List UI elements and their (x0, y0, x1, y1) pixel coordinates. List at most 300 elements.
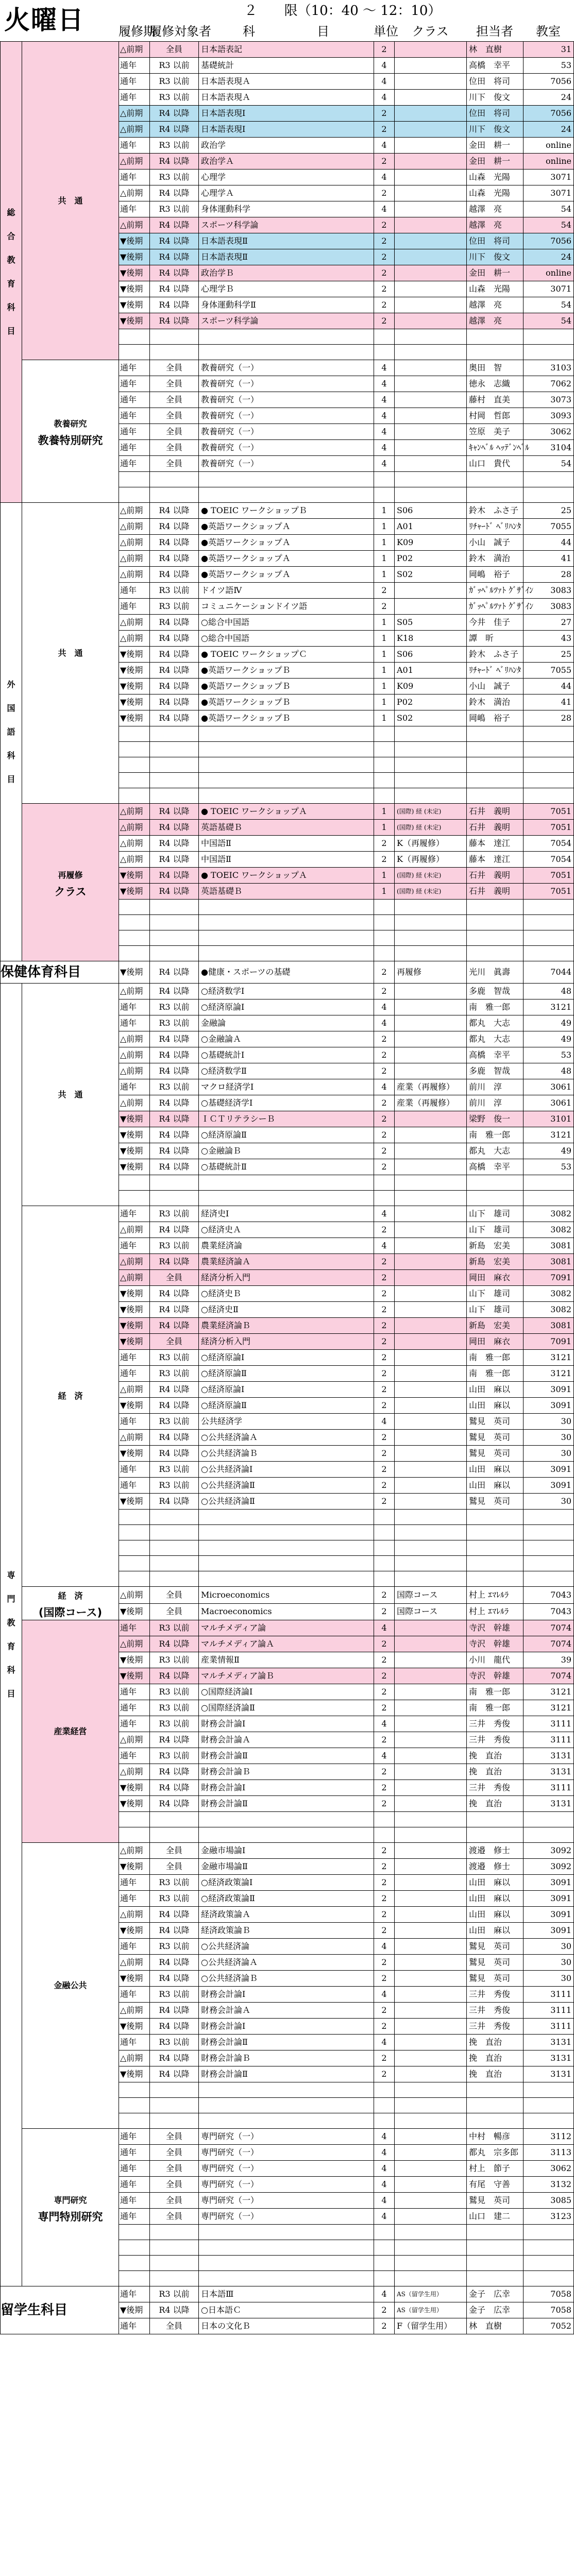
cell-room: 54 (524, 217, 574, 233)
cell-credits: 2 (374, 1971, 395, 1987)
cell-credits: 2 (374, 217, 395, 233)
cell-class (395, 90, 467, 106)
cell-class (395, 2271, 467, 2286)
cell-class (395, 1462, 467, 1478)
col-term: 履修期 (119, 24, 156, 39)
cell-subject: 産業情報Ⅱ (199, 1652, 374, 1668)
cell-target: R4 以降 (150, 1222, 199, 1238)
cell-target: R4 以降 (150, 297, 199, 313)
cell-room: 3131 (524, 2050, 574, 2066)
cell-term: △前期 (119, 1254, 150, 1270)
cell-room: 7043 (524, 1587, 574, 1604)
cell-credits: 1 (374, 804, 395, 820)
cell-class (395, 2209, 467, 2225)
cell-room: 30 (524, 1955, 574, 1971)
cell-target: R3 以前 (150, 1079, 199, 1095)
cell-room: 48 (524, 1063, 574, 1079)
cell-term: 通年 (119, 2035, 150, 2050)
cell-room (524, 1191, 574, 1206)
cell-teacher: 山森 光陽 (467, 281, 524, 297)
cell-class: 再履修 (395, 961, 467, 984)
cell-class (395, 1780, 467, 1796)
cell-teacher (467, 1540, 524, 1556)
cell-class (395, 1382, 467, 1398)
subsection-title: 経 済 (58, 1591, 83, 1601)
cell-credits: 2 (374, 1587, 395, 1604)
cell-credits: 2 (374, 1907, 395, 1923)
cell-target: R4 以降 (150, 185, 199, 201)
cell-room (524, 345, 574, 360)
cell-target: R4 以降 (150, 519, 199, 535)
cell-credits: 2 (374, 1668, 395, 1684)
cell-subject: 経済政策論Ａ (199, 1907, 374, 1923)
col-target: 履修対象者 (149, 24, 211, 39)
cell-credits: 2 (374, 1063, 395, 1079)
cell-subject: ●英語ワークショップＢ (199, 694, 374, 710)
section-label: 留学生科目 (1, 2286, 119, 2334)
cell-room: 30 (524, 1494, 574, 1510)
cell-term: 通年 (119, 1875, 150, 1891)
cell-teacher: 位田 将司 (467, 106, 524, 122)
cell-target: 全員 (150, 2145, 199, 2161)
cell-credits: 4 (374, 408, 395, 424)
cell-room: online (524, 138, 574, 154)
cell-room: 49 (524, 1031, 574, 1047)
cell-subject: ○公共経済論Ｂ (199, 1971, 374, 1987)
cell-room: online (524, 154, 574, 170)
cell-class (395, 1668, 467, 1684)
cell-term: △前期 (119, 984, 150, 999)
cell-subject: ●英語ワークショップＡ (199, 535, 374, 551)
cell-target: R4 以降 (150, 535, 199, 551)
cell-term: △前期 (119, 122, 150, 138)
col-subject: 科 目 (243, 24, 329, 39)
cell-subject: 専門研究（一） (199, 2145, 374, 2161)
cell-term: ▼後期 (119, 1971, 150, 1987)
cell-credits: 4 (374, 1620, 395, 1636)
cell-teacher: 林 直樹 (467, 42, 524, 58)
cell-credits: 2 (374, 281, 395, 297)
cell-teacher: 三井 秀俊 (467, 2003, 524, 2019)
cell-target: 全員 (150, 2193, 199, 2209)
cell-target (150, 788, 199, 804)
cell-credits: 2 (374, 1732, 395, 1748)
cell-term: 通年 (119, 1015, 150, 1031)
subsection-label (22, 1620, 119, 1843)
cell-class (395, 599, 467, 615)
cell-credits: 2 (374, 1462, 395, 1478)
cell-term (119, 2098, 150, 2113)
cell-teacher (467, 742, 524, 757)
table-row (1, 2286, 574, 2302)
timetable-body (0, 41, 573, 2334)
cell-class (395, 2019, 467, 2035)
cell-subject: 金融市場論Ⅱ (199, 1859, 374, 1875)
cell-subject: ○公共経済論Ａ (199, 1955, 374, 1971)
cell-term (119, 900, 150, 915)
subsection-title: 教養研究 (54, 419, 87, 429)
cell-class (395, 930, 467, 946)
cell-subject: 経済史Ⅰ (199, 1206, 374, 1222)
cell-room: 24 (524, 90, 574, 106)
cell-room: 30 (524, 1446, 574, 1462)
cell-teacher: 寺沢 幹雄 (467, 1668, 524, 1684)
cell-subject: 財務会計論Ａ (199, 1732, 374, 1748)
cell-room: 3132 (524, 2177, 574, 2193)
cell-credits: 2 (374, 583, 395, 599)
cell-target: R4 以降 (150, 631, 199, 647)
subsection-title: 産業経営 (54, 1726, 87, 1736)
cell-class: S05 (395, 615, 467, 631)
cell-target: R4 以降 (150, 1955, 199, 1971)
cell-teacher: 岡嶋 裕子 (467, 710, 524, 726)
subsection-label (22, 1843, 119, 2129)
cell-credits: 2 (374, 233, 395, 249)
cell-room: 3083 (524, 599, 574, 615)
section-label: 専 門 教 育 科 目 (1, 984, 22, 2286)
cell-teacher (467, 946, 524, 961)
cell-class: K18 (395, 631, 467, 647)
cell-subject (199, 1510, 374, 1525)
cell-credits (374, 1510, 395, 1525)
cell-room (524, 2225, 574, 2240)
table-row (1, 1620, 574, 1636)
timetable-grid (0, 41, 574, 2334)
cell-term: ▼後期 (119, 884, 150, 900)
cell-subject: 教養研究（一） (199, 424, 374, 440)
cell-credits: 4 (374, 1015, 395, 1031)
cell-subject: ○経済史Ⅱ (199, 1302, 374, 1318)
cell-room (524, 1175, 574, 1191)
cell-target (150, 1175, 199, 1191)
cell-target (150, 1540, 199, 1556)
cell-target: R4 以降 (150, 503, 199, 519)
cell-subject (199, 487, 374, 503)
cell-term: △前期 (119, 1955, 150, 1971)
cell-class (395, 456, 467, 472)
cell-credits: 4 (374, 90, 395, 106)
cell-term: ▼後期 (119, 1780, 150, 1796)
cell-term: 通年 (119, 201, 150, 217)
cell-credits: 2 (374, 1603, 395, 1620)
cell-term (119, 773, 150, 788)
cell-teacher: 山田 麻以 (467, 1398, 524, 1414)
cell-term (119, 1556, 150, 1571)
cell-room: 28 (524, 710, 574, 726)
cell-target: 全員 (150, 440, 199, 456)
cell-term: 通年 (119, 2318, 150, 2334)
cell-subject: ●英語ワークショップＡ (199, 551, 374, 567)
cell-term: 通年 (119, 408, 150, 424)
cell-class (395, 1334, 467, 1350)
cell-subject (199, 915, 374, 930)
cell-credits: 2 (374, 1446, 395, 1462)
cell-subject: 教養研究（一） (199, 376, 374, 392)
cell-class (395, 185, 467, 201)
cell-class (395, 1111, 467, 1127)
cell-subject: 経済分析入門 (199, 1270, 374, 1286)
cell-credits: 4 (374, 2177, 395, 2193)
cell-subject: マルチメディア論 (199, 1620, 374, 1636)
cell-teacher: 奥田 智 (467, 360, 524, 376)
cell-target: 全員 (150, 360, 199, 376)
cell-credits (374, 1571, 395, 1587)
cell-credits (374, 915, 395, 930)
cell-room: 3131 (524, 1796, 574, 1812)
cell-teacher: 光川 眞壽 (467, 961, 524, 984)
cell-term: △前期 (119, 503, 150, 519)
cell-subject: 公共経済学 (199, 1414, 374, 1430)
cell-term: 通年 (119, 74, 150, 90)
cell-credits: 4 (374, 58, 395, 74)
cell-class: (国際) 経 (未定) (395, 820, 467, 836)
cell-target: 全員 (150, 2318, 199, 2334)
cell-teacher: 藤本 達江 (467, 836, 524, 852)
cell-subject: ● TOEIC ワークショップＡ (199, 804, 374, 820)
cell-term: ▼後期 (119, 1334, 150, 1350)
cell-class (395, 1700, 467, 1716)
cell-target: R3 以前 (150, 1620, 199, 1636)
cell-room: 3131 (524, 1764, 574, 1780)
cell-class (395, 1875, 467, 1891)
cell-target: R3 以前 (150, 1238, 199, 1254)
cell-target (150, 2225, 199, 2240)
cell-target: R4 以降 (150, 122, 199, 138)
cell-target (150, 2240, 199, 2256)
cell-subject: 財務会計論Ⅰ (199, 2019, 374, 2035)
cell-subject: Microeconomics (199, 1587, 374, 1604)
subsection-subtitle: (国際コース) (38, 1606, 103, 1619)
cell-subject: 英語基礎Ｂ (199, 884, 374, 900)
cell-target: R3 以前 (150, 1206, 199, 1222)
cell-teacher: 川下 俊文 (467, 249, 524, 265)
cell-term: △前期 (119, 1636, 150, 1652)
cell-room: 3085 (524, 2193, 574, 2209)
table-row (1, 804, 574, 820)
cell-subject (199, 2225, 374, 2240)
cell-term: ▼後期 (119, 679, 150, 694)
cell-teacher: 山田 麻以 (467, 1382, 524, 1398)
subsection-label (22, 42, 119, 360)
cell-class (395, 1556, 467, 1571)
cell-term: 通年 (119, 583, 150, 599)
cell-credits: 2 (374, 1636, 395, 1652)
cell-subject: ○金融論Ａ (199, 1031, 374, 1047)
cell-credits: 1 (374, 519, 395, 535)
cell-target: 全員 (150, 1603, 199, 1620)
cell-credits: 4 (374, 392, 395, 408)
cell-teacher: 鈴木 ふさ子 (467, 503, 524, 519)
table-row (1, 1206, 574, 1222)
cell-target: R4 以降 (150, 984, 199, 999)
cell-teacher: 金田 耕一 (467, 154, 524, 170)
cell-teacher: 鷲見 英司 (467, 2193, 524, 2209)
cell-class (395, 1571, 467, 1587)
cell-room: 7055 (524, 663, 574, 679)
cell-teacher: 鷲見 英司 (467, 1971, 524, 1987)
cell-target: R3 以前 (150, 1684, 199, 1700)
section-label: 外 国 語 科 目 (1, 503, 22, 961)
cell-teacher: 梁野 俊一 (467, 1111, 524, 1127)
cell-teacher: 中村 暢彦 (467, 2129, 524, 2145)
cell-teacher: ｶﾞｯﾍﾟﾙﾂｧﾄ ｸﾞｻﾞｲﾝ (467, 583, 524, 599)
cell-term (119, 345, 150, 360)
cell-target: R4 以降 (150, 663, 199, 679)
cell-target: R4 以降 (150, 1031, 199, 1047)
cell-target: R4 以降 (150, 1636, 199, 1652)
cell-teacher: 高橋 幸平 (467, 1159, 524, 1175)
cell-class (395, 2098, 467, 2113)
cell-target: R3 以前 (150, 999, 199, 1015)
cell-room: 41 (524, 694, 574, 710)
cell-subject (199, 1556, 374, 1571)
cell-target: R3 以前 (150, 58, 199, 74)
cell-class (395, 1540, 467, 1556)
cell-subject: 財務会計論Ⅱ (199, 2035, 374, 2050)
cell-target: R4 以降 (150, 1159, 199, 1175)
cell-teacher: 南 雅一郎 (467, 1127, 524, 1143)
cell-term: 通年 (119, 424, 150, 440)
cell-subject: ●英語ワークショップＢ (199, 663, 374, 679)
subsection-label (22, 360, 119, 503)
cell-class (395, 1891, 467, 1907)
cell-target (150, 930, 199, 946)
cell-teacher (467, 2098, 524, 2113)
cell-class (395, 1955, 467, 1971)
cell-room: 7056 (524, 106, 574, 122)
cell-target: 全員 (150, 456, 199, 472)
cell-room: 3113 (524, 2145, 574, 2161)
cell-target: R4 以降 (150, 615, 199, 631)
cell-target: R4 以降 (150, 1111, 199, 1127)
cell-target: 全員 (150, 376, 199, 392)
cell-teacher (467, 1812, 524, 1827)
cell-class (395, 1939, 467, 1955)
cell-class (395, 74, 467, 90)
cell-credits: 2 (374, 1159, 395, 1175)
cell-credits (374, 946, 395, 961)
cell-room: 7051 (524, 804, 574, 820)
cell-teacher (467, 900, 524, 915)
cell-class (395, 138, 467, 154)
cell-credits: 1 (374, 694, 395, 710)
cell-term: ▼後期 (119, 1796, 150, 1812)
cell-target: R4 以降 (150, 551, 199, 567)
cell-credits: 4 (374, 1716, 395, 1732)
table-header (0, 0, 573, 41)
cell-subject: 日本語表現Ⅱ (199, 233, 374, 249)
cell-target: R4 以降 (150, 2050, 199, 2066)
cell-subject: 英語基礎Ｂ (199, 820, 374, 836)
cell-term: ▼後期 (119, 313, 150, 329)
cell-room: online (524, 265, 574, 281)
cell-target: R4 以降 (150, 1907, 199, 1923)
cell-subject: ○経済数学Ⅰ (199, 984, 374, 999)
cell-term: △前期 (119, 631, 150, 647)
cell-credits: 4 (374, 138, 395, 154)
cell-subject: ○公共経済論Ⅰ (199, 1462, 374, 1478)
cell-target: 全員 (150, 392, 199, 408)
cell-room: 3121 (524, 1366, 574, 1382)
subsection-label (22, 1206, 119, 1587)
cell-teacher: 山田 麻以 (467, 1923, 524, 1939)
cell-room: 7058 (524, 2302, 574, 2318)
cell-room: 44 (524, 679, 574, 694)
cell-term: ▼後期 (119, 281, 150, 297)
cell-subject: ○基礎経済学Ⅰ (199, 1095, 374, 1111)
cell-subject: ○基礎統計Ⅱ (199, 1159, 374, 1175)
cell-term: 通年 (119, 1462, 150, 1478)
cell-class (395, 1047, 467, 1063)
cell-class (395, 1254, 467, 1270)
cell-teacher: 鷲見 英司 (467, 1494, 524, 1510)
cell-term: ▼後期 (119, 1603, 150, 1620)
cell-term: 通年 (119, 1716, 150, 1732)
cell-target (150, 726, 199, 742)
cell-class (395, 2177, 467, 2193)
cell-teacher: ｶﾞｯﾍﾟﾙﾂｧﾄ ｸﾞｻﾞｲﾝ (467, 599, 524, 615)
cell-teacher: 挽 直治 (467, 1764, 524, 1780)
cell-term: 通年 (119, 2193, 150, 2209)
cell-teacher: 山下 雄司 (467, 1286, 524, 1302)
cell-room: 3091 (524, 1907, 574, 1923)
cell-term (119, 742, 150, 757)
cell-term: △前期 (119, 1063, 150, 1079)
cell-class (395, 440, 467, 456)
cell-term: 通年 (119, 440, 150, 456)
cell-subject: 日本語表現Ａ (199, 74, 374, 90)
cell-credits: 2 (374, 1222, 395, 1238)
cell-teacher (467, 2113, 524, 2129)
cell-credits: 4 (374, 2145, 395, 2161)
cell-target: 全員 (150, 1843, 199, 1859)
cell-room (524, 2113, 574, 2129)
cell-subject (199, 757, 374, 773)
cell-credits: 2 (374, 42, 395, 58)
cell-subject (199, 1827, 374, 1843)
cell-term: ▼後期 (119, 1159, 150, 1175)
cell-class: K（再履修） (395, 852, 467, 868)
cell-room: 3131 (524, 2066, 574, 2082)
cell-subject: ●英語ワークショップＢ (199, 710, 374, 726)
cell-target: R3 以前 (150, 1478, 199, 1494)
cell-class (395, 1987, 467, 2003)
cell-room: 7091 (524, 1334, 574, 1350)
cell-target: R4 以降 (150, 1382, 199, 1398)
cell-teacher: 南 雅一郎 (467, 1700, 524, 1716)
cell-class (395, 1127, 467, 1143)
cell-class (395, 408, 467, 424)
cell-subject: ○経済原論Ⅱ (199, 1366, 374, 1382)
cell-credits: 2 (374, 297, 395, 313)
cell-class (395, 788, 467, 804)
cell-subject (199, 1812, 374, 1827)
cell-class (395, 1238, 467, 1254)
cell-term: ▼後期 (119, 1494, 150, 1510)
cell-class (395, 106, 467, 122)
cell-target: 全員 (150, 2177, 199, 2193)
cell-room (524, 788, 574, 804)
cell-class (395, 1478, 467, 1494)
cell-room (524, 2271, 574, 2286)
cell-credits: 2 (374, 1891, 395, 1907)
cell-credits: 2 (374, 154, 395, 170)
cell-subject: ●英語ワークショップＢ (199, 679, 374, 694)
cell-credits: 4 (374, 2035, 395, 2050)
cell-term: 通年 (119, 2161, 150, 2177)
cell-credits: 2 (374, 1700, 395, 1716)
cell-room: 3061 (524, 1079, 574, 1095)
